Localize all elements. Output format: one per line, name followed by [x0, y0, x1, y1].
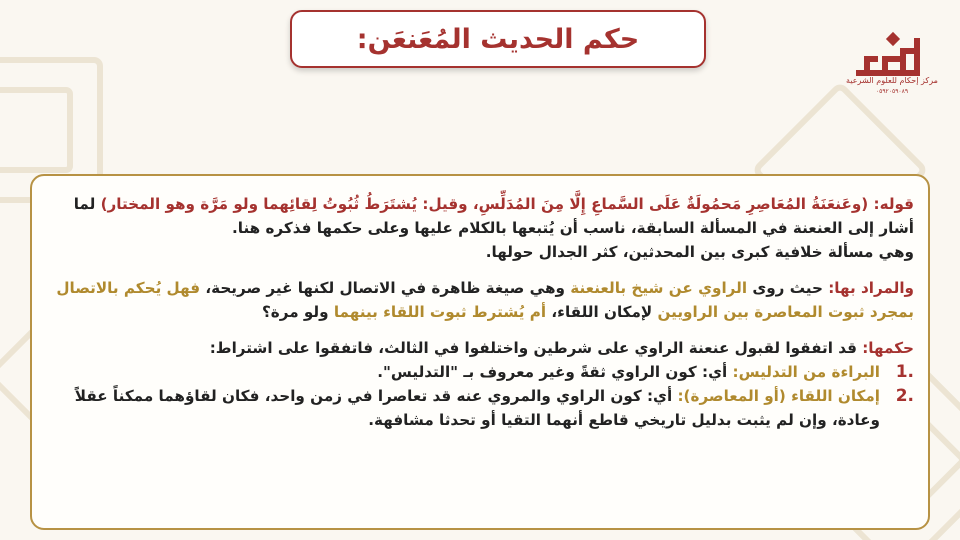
- paragraph-ruling: [46, 336, 914, 432]
- conditions-list: [46, 360, 914, 432]
- meaning-highlight-1: الراوي عن شيخ بالعنعنة: [570, 279, 748, 297]
- logo-subtitle: مركز إحكام للعلوم الشرعية: [846, 76, 938, 85]
- meaning-label: والمراد بها:: [822, 279, 914, 297]
- meaning-text-1: حيث روى: [747, 279, 823, 297]
- meaning-highlight-2: فهل يُحكم بالاتصال بمجرد ثبوت المعاصرة بين الراويين: [56, 279, 914, 321]
- condition-text: أي: كون الراوي والمروي عنه قد تعاصرا في زمن واحد، فكان لقاؤهما ممكناً عقلاً وعادة، وإن لم يثبت بدليل تاريخي قاطع أنهما التقيا أو تحدثا مشافهة.: [74, 387, 880, 429]
- list-item: [46, 384, 914, 432]
- meaning-text-4: ولو مرة؟: [261, 303, 334, 321]
- meaning-highlight-3: أم يُشترط ثبوت اللقاء بينهما: [333, 303, 547, 321]
- list-number: .2: [895, 386, 914, 406]
- logo-number: ٠٥٩٢٠٥٩٠٨٩: [875, 88, 909, 95]
- condition-text: أي: كون الراوي ثقةً وغير معروف بـ "التدليس".: [377, 363, 728, 381]
- paragraph-quote: [46, 192, 914, 264]
- content-box: [30, 174, 930, 530]
- quote-note: وهي مسألة خلافية كبرى بين المحدثين، كثر الجدال حولها.: [485, 243, 914, 261]
- ruling-label: حكمها:: [856, 339, 914, 357]
- quote-label: قوله:: [868, 195, 914, 213]
- list-item: [46, 360, 914, 384]
- ruling-intro: [46, 336, 914, 360]
- ruling-text: قد اتفقوا لقبول عنعنة الراوي على شرطين واختلفوا في الثالث، فاتفقوا على اشتراط:: [209, 339, 857, 357]
- slide-title-box: [290, 10, 706, 68]
- quote-explanation: لما أشار إلى العنعنة في المسألة السابقة، ناسب أن يُتبعها بالكلام عليها وعلى حكمها فذكره هنا.: [73, 195, 914, 237]
- meaning-text-2: وهي صيغة ظاهرة في الاتصال لكنها غير صريحة،: [200, 279, 571, 297]
- list-number: .1: [895, 362, 914, 382]
- condition-label: إمكان اللقاء (أو المعاصرة):: [672, 387, 880, 405]
- slide-title: حكم الحديث المُعَنعَن:: [356, 23, 640, 55]
- condition-label: البراءة من التدليس:: [727, 363, 880, 381]
- meaning-text-3: لإمكان اللقاء،: [546, 303, 658, 321]
- paragraph-meaning: [46, 276, 914, 324]
- quote-text: (وعَنعَنَةُ المُعَاصِرِ مَحمُولَةٌ عَلَى السَّماعِ إِلَّا مِنَ المُدَلِّسِ، وقيل: يُشتَرَطُ ثُبُوتُ لِقائِهما ولو مَرَّة وهو المختار): [100, 195, 869, 213]
- ihkam-logo-icon: [842, 26, 942, 96]
